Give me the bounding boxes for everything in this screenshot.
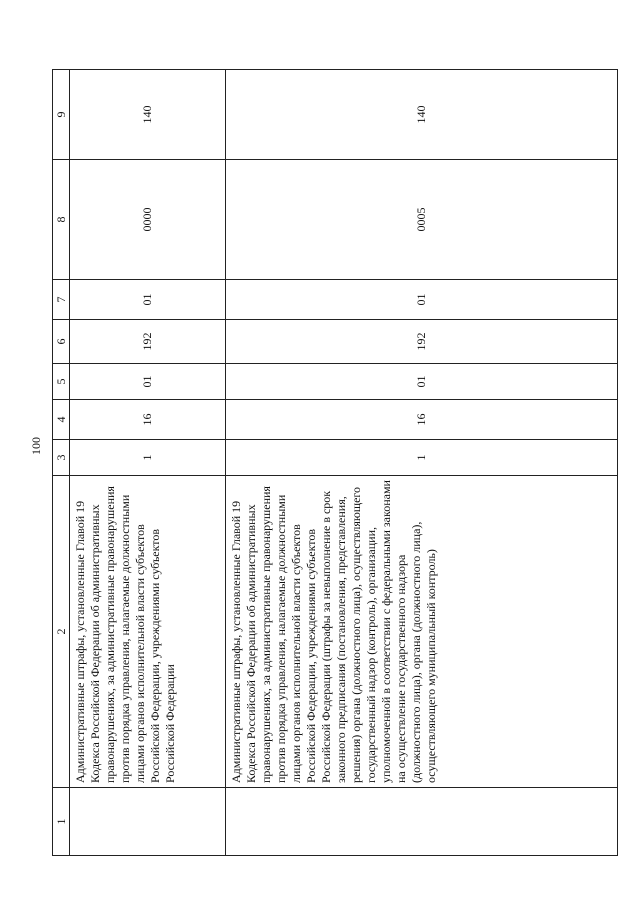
- budget-classification-table: [52, 69, 618, 856]
- page-number: 100: [29, 437, 43, 455]
- cell-col5: 01: [70, 364, 226, 400]
- cell-col4: 16: [70, 400, 226, 440]
- column-header-3: 3: [53, 440, 70, 476]
- cell-col6: 192: [70, 320, 226, 364]
- cell-col6: 192: [226, 320, 618, 364]
- cell-col9: 140: [70, 70, 226, 160]
- cell-col3: 1: [226, 440, 618, 476]
- cell-col1: [70, 788, 226, 856]
- cell-col8: 0000: [70, 160, 226, 280]
- table-row: [70, 70, 226, 856]
- cell-description: Административные штрафы, установленные Главой 19 Кодекса Российской Федерации об административных правонарушениях, за административные правонарушения против порядка управления, налагаемые должностными лицами органов исполнительной власти субъектов Российской Федерации, учреждениями субъектов Российской Федерации: [70, 476, 226, 788]
- column-header-1: 1: [53, 788, 70, 856]
- column-header-9: 9: [53, 70, 70, 160]
- cell-col8: 0005: [226, 160, 618, 280]
- column-header-6: 6: [53, 320, 70, 364]
- cell-col7: 01: [70, 280, 226, 320]
- table-container: [52, 70, 618, 856]
- cell-col5: 01: [226, 364, 618, 400]
- header-row: [53, 70, 70, 856]
- cell-col4: 16: [226, 400, 618, 440]
- cell-description: Административные штрафы, установленные Главой 19 Кодекса Российской Федерации об административных правонарушениях, за административные правонарушения против порядка управления, налагаемые должностными лицами органов исполнительной власти субъектов Российской Федерации, учреждениями субъектов Российской Федерации (штрафы за невыполнение в срок законного предписания (постановления, представления, решения) органа (должностного лица), осуществляющего государственный надзор (контроль), организации, уполномоченной в соответствии с федеральными законами на осуществление государственного надзора (должностного лица), органа (должностного лица), осуществляющего муниципальный контроль): [226, 476, 618, 788]
- cell-col1: [226, 788, 618, 856]
- column-header-7: 7: [53, 280, 70, 320]
- cell-col3: 1: [70, 440, 226, 476]
- column-header-8: 8: [53, 160, 70, 280]
- rotated-table-frame: [52, 70, 618, 856]
- cell-col7: 01: [226, 280, 618, 320]
- cell-col9: 140: [226, 70, 618, 160]
- column-header-2: 2: [53, 476, 70, 788]
- column-header-5: 5: [53, 364, 70, 400]
- column-header-4: 4: [53, 400, 70, 440]
- table-row: [226, 70, 618, 856]
